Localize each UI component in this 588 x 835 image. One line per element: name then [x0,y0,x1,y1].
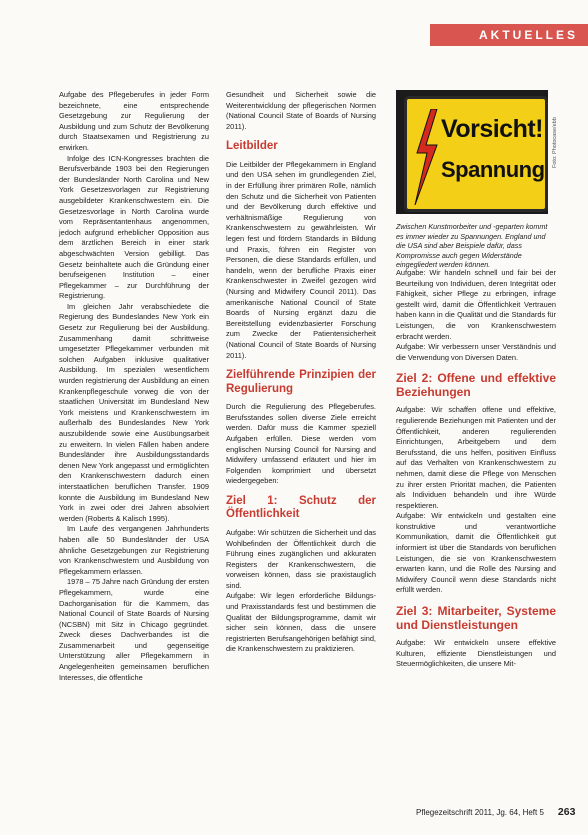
paragraph: Im gleichen Jahr verabschiedete die Regierung des Bundeslandes New York ein Gesetz zur Regulierung bei der Ausbildung. Zusammenhang damit schrittweise umgesetzter Pflegekammer verbunden mit solchen Aufgaben inklusive qualitativer Ausbildung. Im spezialen wesentlichem wurden registrierung der Ausbildung an einen Krankenpflegeschule vorweg die von der staatlichen Universität im Bundesland New York meistens und Krankenschwestern im außerhalb des Bundeslandes New York auszubildende sowie eine Ausübungsarbeit zu erweitern. In vielen Fällen haben andere Bundesländer ihre Ausbildungsstandards denen New York angepasst und ermöglichten den Krankenschwestern dadurch einen interstaatlichen beruflichen Transfer. 1909 konnte die Ausbildung im Bundesland New York in zwei oder drei Jahren absolviert werden (Roberts & Kalisch 1995). [59,301,209,523]
subheading: Ziel 2: Offene und effektive Beziehungen [396,371,556,400]
paragraph: Aufgabe: Wir handeln schnell und fair bei der Beurteilung von Individuen, deren Integrität oder Fähigkeit, sicher Pflege zu erbringen, infrage gestellt wird, damit die Öffentlichkeit Vertrauen haben kann in die Qualität und die Standards für Leistungen, die von Krankenschwestern erbracht werden. [396,268,556,341]
paragraph: Aufgabe des Pflegeberufes in jeder Form bezeichnete, eine entsprechende Gesetzgebung zur Regulierung der Ausbildung und zum Schutz der Bevölkerung durch Staatsexamen und Registrierung zu erwirken. [59,90,209,152]
paragraph: Durch die Regulierung des Pflegeberufes. Berufsstandes sollen diverse Ziele erreicht werden. Dafür muss die Kammer speziell Aufgaben erfüllen. Diese werden vom englischen Nursing Council for Nursing and Midwifery umfassend erläutert und hier im Folgenden komprimiert und übersetzt wiedergegeben: [226,402,376,486]
section-header [430,24,588,46]
paragraph: Aufgabe: Wir verbessern unser Verständnis und die Verwendung von Diversen Daten. [396,342,556,362]
photo-credit: Foto: Photocase/ebb [552,117,558,168]
subheading: Ziel 1: Schutz der Öffentlichkeit [226,494,376,521]
paragraph: Aufgabe: Wir schaffen offene und effektive, regulierende Beziehungen mit Patienten und der Öffentlichkeit, anderen regulierenden Einrichtungen, Arbeitgebern und dem Berufsstand, die uns helfen, positiven Einfluss auf das Verhalten von Krankenschwestern zu nehmen, damit diese die Pflege von Menschen zu ihrer ersten Priorität machen, die Patienten als Individuen behandeln und ihre Würde respektieren. [396,405,556,510]
paragraph: Aufgabe: Wir legen erforderliche Bildungs- und Praxisstandards fest und bestimmen die Qualität der Bildungsprogramme, damit wir sicher sein können, dass die unsere registrierten Berufsangehörigen befähigt sind, die Krankenschwestern zu praktizieren. [226,591,376,654]
subheading: Leitbilder [226,140,278,153]
paragraph: Die Leitbilder der Pflegekammern in England und den USA sehen im grundlegenden Ziel, in der Erfüllung ihrer primären Rolle, nämlich den Schutz und die Sicherheit von Patienten und der Bevölkerung durch effektive und verhältnismäßige Regulierung von Krankenschwestern zu gewährleisten. Wir legen fest und fördern Standards in Bildung und Praxis, führen ein Register von Personen, die diese Standards erfüllen, und handeln, wenn der berufliche Praxis einer Krankenschwester in Zweifel gezogen wird (Nursing and Midwifery Council 2011). Das amerikanische National Council of State Boards of Nursing ergänzt dazu die Bereitstellung evidenzbasierter Forschung zum Zwecke der Patientensicherheit (National Council of State Boards of Nursing 2011). [226,159,376,360]
page-number: 263 [557,806,576,818]
text-column-2 [226,90,376,655]
paragraph: Infolge des ICN-Kongresses brachten die Berufsverbände 1903 bei den Regierungen der Bundesländer North Carolina und New York Gesetzesvorlagen zur Registrierung ausgebildeter Krankenschwestern ein. Die Gesetzesvorlage in North Carolina wurde vom Repräsentantenhaus angenommen, jedoch aufgrund erheblicher Opposition aus dem ärztlichen Bereich in einer stark abgeschwächten Version gebilligt. Das Gesetz beinhaltete auch die Gründung einer berufseigenen Institution – einer Pflegekammer – zur Durchführung der Registrierung. [59,153,209,301]
text-column-1 [59,90,209,683]
image-caption: Zwischen Kunstmorbeiter und -geparten kommt es immer wieder zu Spannungen. England und die USA sind aber Beispiele dafür, dass Kompromisse auch gegen Widerstände eingegliedert werden können. [396,222,548,270]
page-footer [416,806,575,818]
section-title: AKTUELLES [479,28,578,42]
warning-sign-photo [396,90,548,214]
subheading: Ziel 3: Mitarbeiter, Systeme und Dienstleistungen [396,604,556,633]
paragraph: Gesundheit und Sicherheit sowie die Weiterentwicklung der pflegerischen Normen (National Council State of Boards of Nursing 2011). [226,90,376,131]
warning-sign [404,96,548,212]
lightning-bolt-icon [411,109,441,205]
paragraph: Im Laufe des vergangenen Jahrhunderts haben alle 50 Bundesländer der USA ähnliche Gesetzgebungen zur Registrierung von Krankenschwestern und Ausbildung von Pflegekammern erlassen. [59,524,209,576]
journal-reference: Pflegezeitschrift 2011, Jg. 64, Heft 5 [416,808,544,817]
sign-text-line1: Vorsicht! [441,115,543,143]
text-column-3 [396,268,556,670]
paragraph: Aufgabe: Wir entwickeln und gestalten eine konstruktive und verantwortliche Kommunikation, damit die Öffentlichkeit gut informiert ist über die Standards von beruflichen Leistungen, die sie von Krankenschwestern erwarten kann, und die Rolle des Nursing and Midwifery Council wenn diese Standards nicht erfüllt werden. [396,511,556,595]
paragraph: 1978 – 75 Jahre nach Gründung der ersten Pflegekammern, wurde eine Dachorganisation für die Kammern, das National Council of State Boards of Nursing (NCSBN) mit Sitz in Chicago gegründet. Zweck dieses Dachverbandes ist die Zusammenarbeit und gegenseitige Unterstützung aller Pflegekammern in Angelegenheiten gemeinsamen beruflichen Interesses, die öffentliche [59,577,209,682]
sign-text-line2: Spannung [441,157,545,182]
paragraph: Aufgabe: Wir schützen die Sicherheit und das Wohlbefinden der Öffentlichkeit durch die Führung eines zugänglichen und akkuraten Registers der Krankenschwestern, die vorweisen können, dass sie praxistauglich sind. [226,527,376,590]
subheading: Zielführende Prinzipien der Regulierung [226,369,376,395]
paragraph: Aufgabe: Wir entwickeln unsere effektive Kulturen, effiziente Dienstleistungen und Steuermöglichkeiten, die unsere Mit- [396,638,556,669]
